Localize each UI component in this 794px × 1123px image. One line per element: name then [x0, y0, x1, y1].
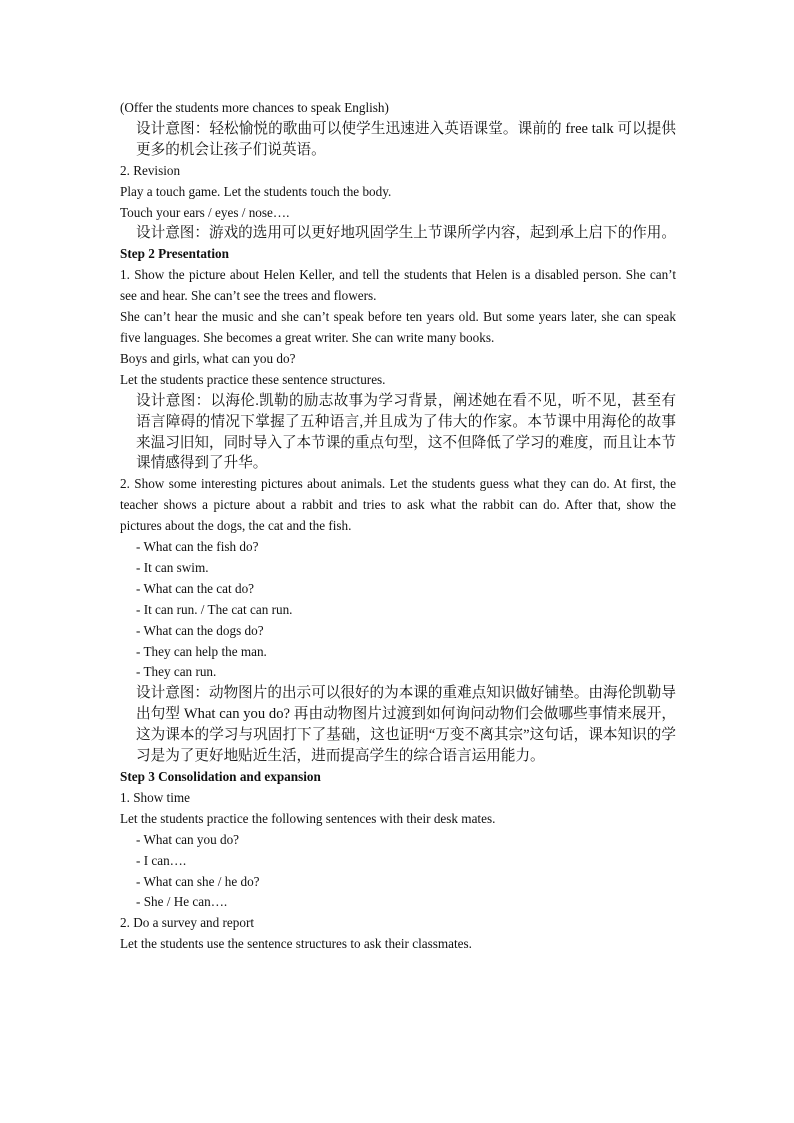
text-line: Let the students use the sentence structures to ask their classmates.: [120, 936, 472, 952]
document-page: [120, 98, 676, 955]
text-paragraph: 1. Show the picture about Helen Keller, and tell the students that Helen is a disabled person. She can’t see and hear. She can’t see the trees and flowers.: [120, 267, 676, 304]
dialogue-line: - It can run. / The cat can run.: [136, 601, 293, 617]
section-heading: 1. Show time: [120, 789, 190, 805]
text-line: Let the students practice the following sentences with their desk mates.: [120, 810, 496, 826]
dialogue-line: - What can the dogs do?: [136, 622, 264, 638]
dialogue-line: - What can she / he do?: [136, 873, 260, 889]
step-heading: Step 3 Consolidation and expansion: [120, 769, 321, 784]
design-intent-paragraph: 设计意图：动物图片的出示可以很好的为本课的重难点知识做好铺垫。由海伦凯勒导出句型 What can you do? 再由动物图片过渡到如何询问动物们会做哪些事情来展开，这为课本的学习与巩固打下了基础，这也证明“万变不离其宗”这句话，课本知识的学习是为了更好地贴近生活，进而提高学生的综合语言运用能力。: [136, 685, 676, 765]
dialogue-line: - I can….: [136, 852, 187, 868]
dialogue-line: - They can run.: [136, 664, 217, 680]
dialogue-line: - They can help the man.: [136, 643, 267, 659]
text-paragraph: 2. Show some interesting pictures about animals. Let the students guess what they can do. At first, the teacher shows a picture about a rabbit and tries to ask what the rabbit can do. After that, show the pictures about the dogs, the cat and the fish.: [120, 476, 676, 534]
text-line: Let the students practice these sentence structures.: [120, 371, 386, 387]
text-line: Touch your ears / eyes / nose….: [120, 204, 290, 220]
section-heading: 2. Do a survey and report: [120, 915, 255, 931]
dialogue-line: - She / He can….: [136, 894, 228, 910]
text-paragraph: She can’t hear the music and she can’t speak before ten years old. But some years later, she can speak five languages. She becomes a great writer. She can write many books.: [120, 309, 676, 345]
text-line: (Offer the students more chances to speak English): [120, 100, 389, 115]
design-intent-paragraph: 设计意图：轻松愉悦的歌曲可以使学生迅速进入英语课堂。课前的 free talk 可以提供更多的机会让孩子们说英语。: [136, 120, 676, 158]
dialogue-line: - What can you do?: [136, 831, 240, 847]
design-intent-paragraph: 设计意图：游戏的选用可以更好地巩固学生上节课所学内容，起到承上启下的作用。: [136, 225, 676, 242]
dialogue-line: - What can the fish do?: [136, 539, 259, 555]
design-intent-paragraph: 设计意图：以海伦.凯勒的励志故事为学习背景，阐述她在看不见，听不见，甚至有语言障碍的情况下掌握了五种语言,并且成为了伟大的作家。本节课中用海伦的故事来温习旧知，同时导入了本节课的重点句型，这不但降低了学习的难度，而且让本节课情感得到了升华。: [136, 392, 676, 472]
step-heading: Step 2 Presentation: [120, 246, 229, 262]
text-line: Play a touch game. Let the students touch the body.: [120, 183, 392, 199]
section-heading: 2. Revision: [120, 162, 181, 178]
dialogue-line: - It can swim.: [136, 559, 209, 575]
text-line: Boys and girls, what can you do?: [120, 350, 296, 366]
dialogue-line: - What can the cat do?: [136, 580, 255, 596]
